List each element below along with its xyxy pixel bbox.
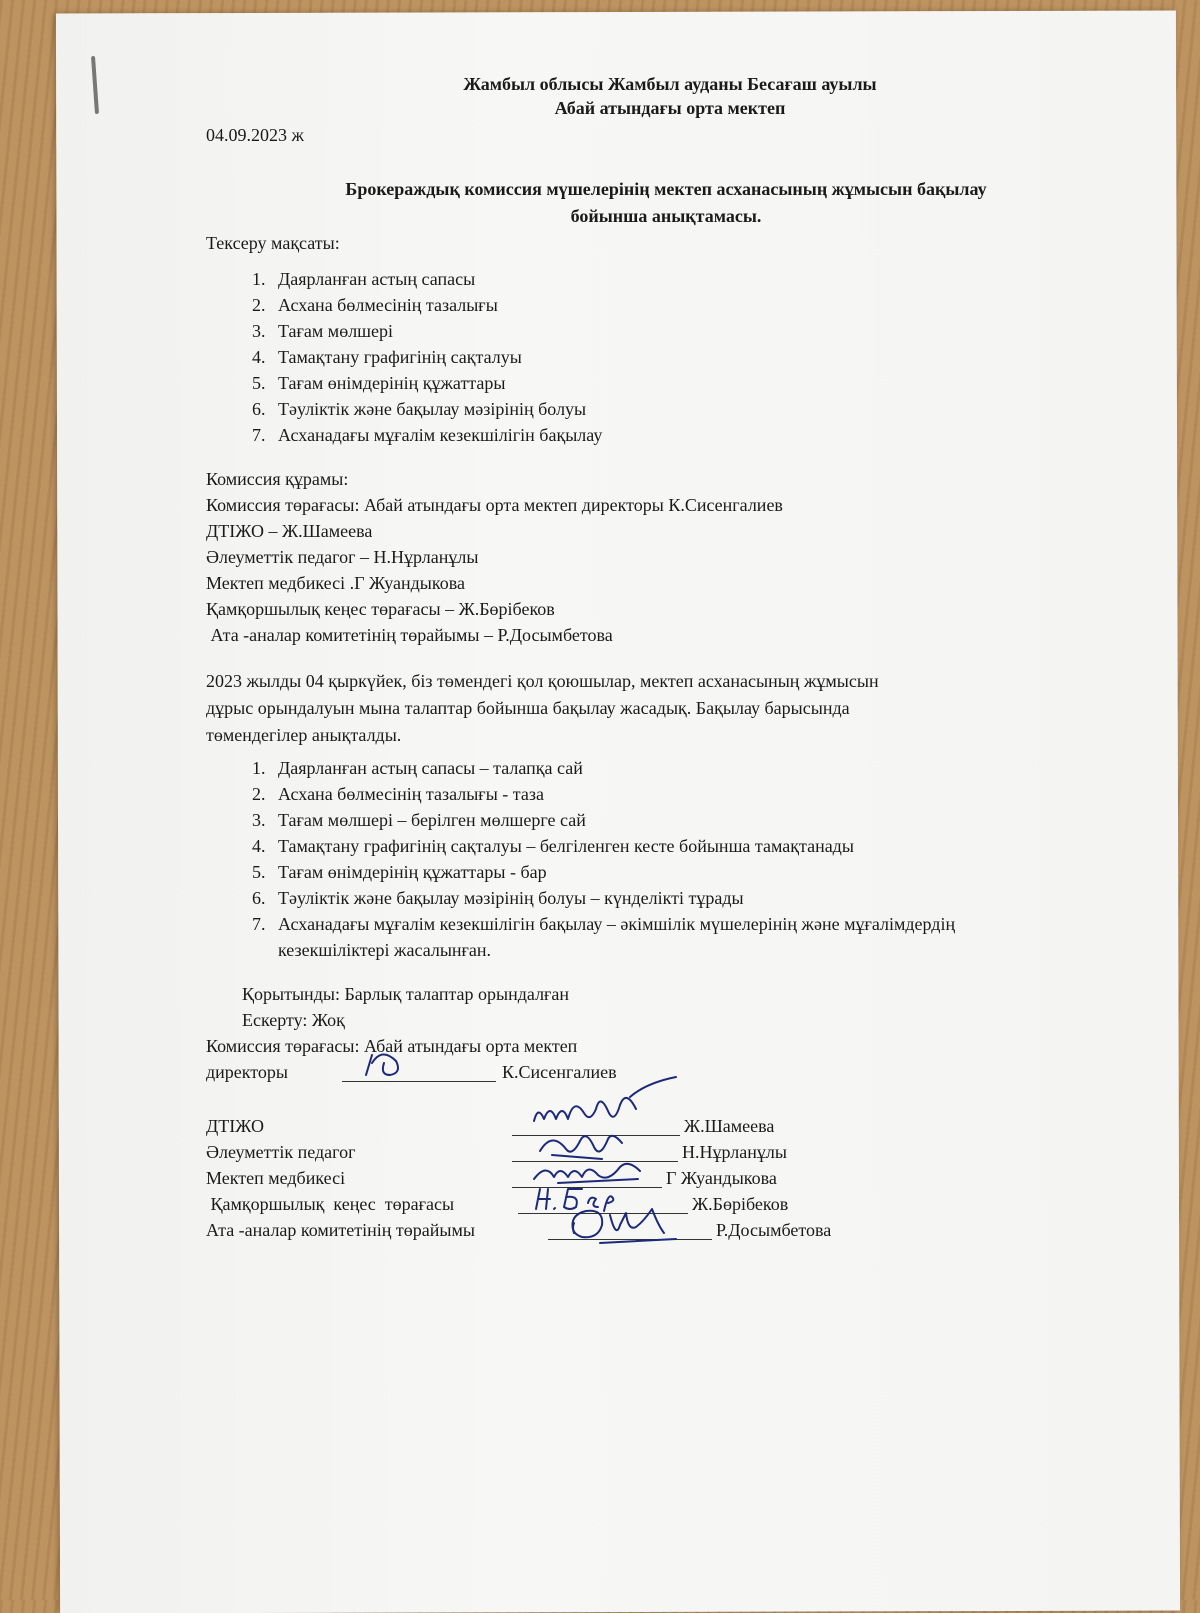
list-item: 5. Тағам өнімдерінің құжаттары - бар [270,859,1086,885]
document-title [206,176,1086,230]
intro-line: дұрыс орындалуын мына талаптар бойынша бақылау жасадық. Бақылау барысында [206,698,850,718]
commission-section [206,466,1086,648]
list-item: 1. Даярланған астың сапасы [270,266,1086,292]
signature-name: Ж.Бөрібеков [692,1194,789,1214]
list-item: 2. Асхана бөлмесінің тазалығы [270,292,1086,318]
list-item: 7. Асханадағы мұғалім кезекшілігін бақылау – әкімшілік мүшелерінің және мұғалімдердің кезекшіліктері жасалынған. [270,911,1086,963]
commission-member: Мектеп медбикесі .Г Жуандыкова [206,573,465,593]
signature-label: Мектеп медбикесі [206,1168,346,1188]
intro-line: төмендегілер анықталды. [206,725,402,745]
note: Ескерту: Жоқ [242,1010,345,1030]
signature-name: Н.Нұрланұлы [682,1142,787,1162]
commission-heading: Комиссия құрамы: [206,469,349,489]
signature-name: К.Сисенгалиев [502,1062,617,1082]
signature-label: Ата -аналар комитетінің төрайымы [206,1220,475,1240]
conclusion: Қорытынды: Барлық талаптар орындалған [242,984,570,1004]
signature-name: Г Жуандыкова [666,1168,777,1188]
list-item: 7. Асханадағы мұғалім кезекшілігін бақылау [270,422,1086,448]
list-item: 3. Тағам мөлшері [270,318,1086,344]
dosymbetova-signature [560,1195,690,1251]
list-item: 5. Тағам өнімдерінің құжаттары [270,370,1086,396]
commission-member: ДТІЖО – Ж.Шамеева [206,521,373,541]
title-line-1: Брокераждық комиссия мүшелерінің мектеп асханасының жұмысын бақылау [345,179,987,199]
list-item: 4. Тамақтану графигінің сақталуы – белгіленген кесте бойынша тамақтанады [270,833,1086,859]
list-item: 3. Тағам мөлшері – берілген мөлшерге сай [270,807,1086,833]
signature-label: Қамқоршылық кеңес төрағасы [206,1194,455,1214]
list-item: 6. Тәуліктік және бақылау мәзірінің болуы [270,396,1086,422]
signature-label: Әлеуметтік педагог [206,1142,356,1162]
findings-list [206,755,1086,963]
header-region: Жамбыл облысы Жамбыл ауданы Бесағаш ауылы [463,74,877,94]
signature-row [206,1165,1086,1191]
chair-signature [356,1043,446,1085]
chair-line: Комиссия төрағасы: Абай атындағы орта мектеп [206,1036,578,1056]
goals-heading: Тексеру мақсаты: [206,233,340,253]
signature-label: директоры [206,1062,289,1082]
commission-member: Комиссия төрағасы: Абай атындағы орта мектеп директоры К.Сисенгалиев [206,495,783,515]
commission-member: Қамқоршылық кеңес төрағасы – Ж.Бөрібеков [206,599,555,619]
document-date: 04.09.2023 ж [206,125,304,145]
list-item: 1. Даярланған астың сапасы – талапқа сай [270,755,1086,781]
list-item: 2. Асхана бөлмесінің тазалығы - таза [270,781,1086,807]
commission-member: Ата -аналар комитетінің төрайымы – Р.Досымбетова [206,625,613,645]
commission-member: Әлеуметтік педагог – Н.Нұрланұлы [206,547,479,567]
header-school: Абай атындағы орта мектеп [554,98,786,118]
intro-line: 2023 жылды 04 қыркүйек, біз төмендегі қол қоюшылар, мектеп асханасының жұмысын [206,671,879,691]
title-line-2: бойынша анықтамасы. [570,206,762,226]
document-body [206,72,1086,1243]
signature-name: Р.Досымбетова [716,1220,832,1240]
goals-list [206,266,1086,448]
signature-row [206,1113,1086,1139]
list-item: 6. Тәуліктік және бақылау мәзірінің болуы – күнделікті тұрады [270,885,1086,911]
list-item: 4. Тамақтану графигінің сақталуы [270,344,1086,370]
intro-paragraph [206,668,1086,749]
signature-name: Ж.Шамеева [684,1116,775,1136]
signature-label: ДТІЖО [206,1116,264,1136]
signature-row [206,1217,1086,1243]
